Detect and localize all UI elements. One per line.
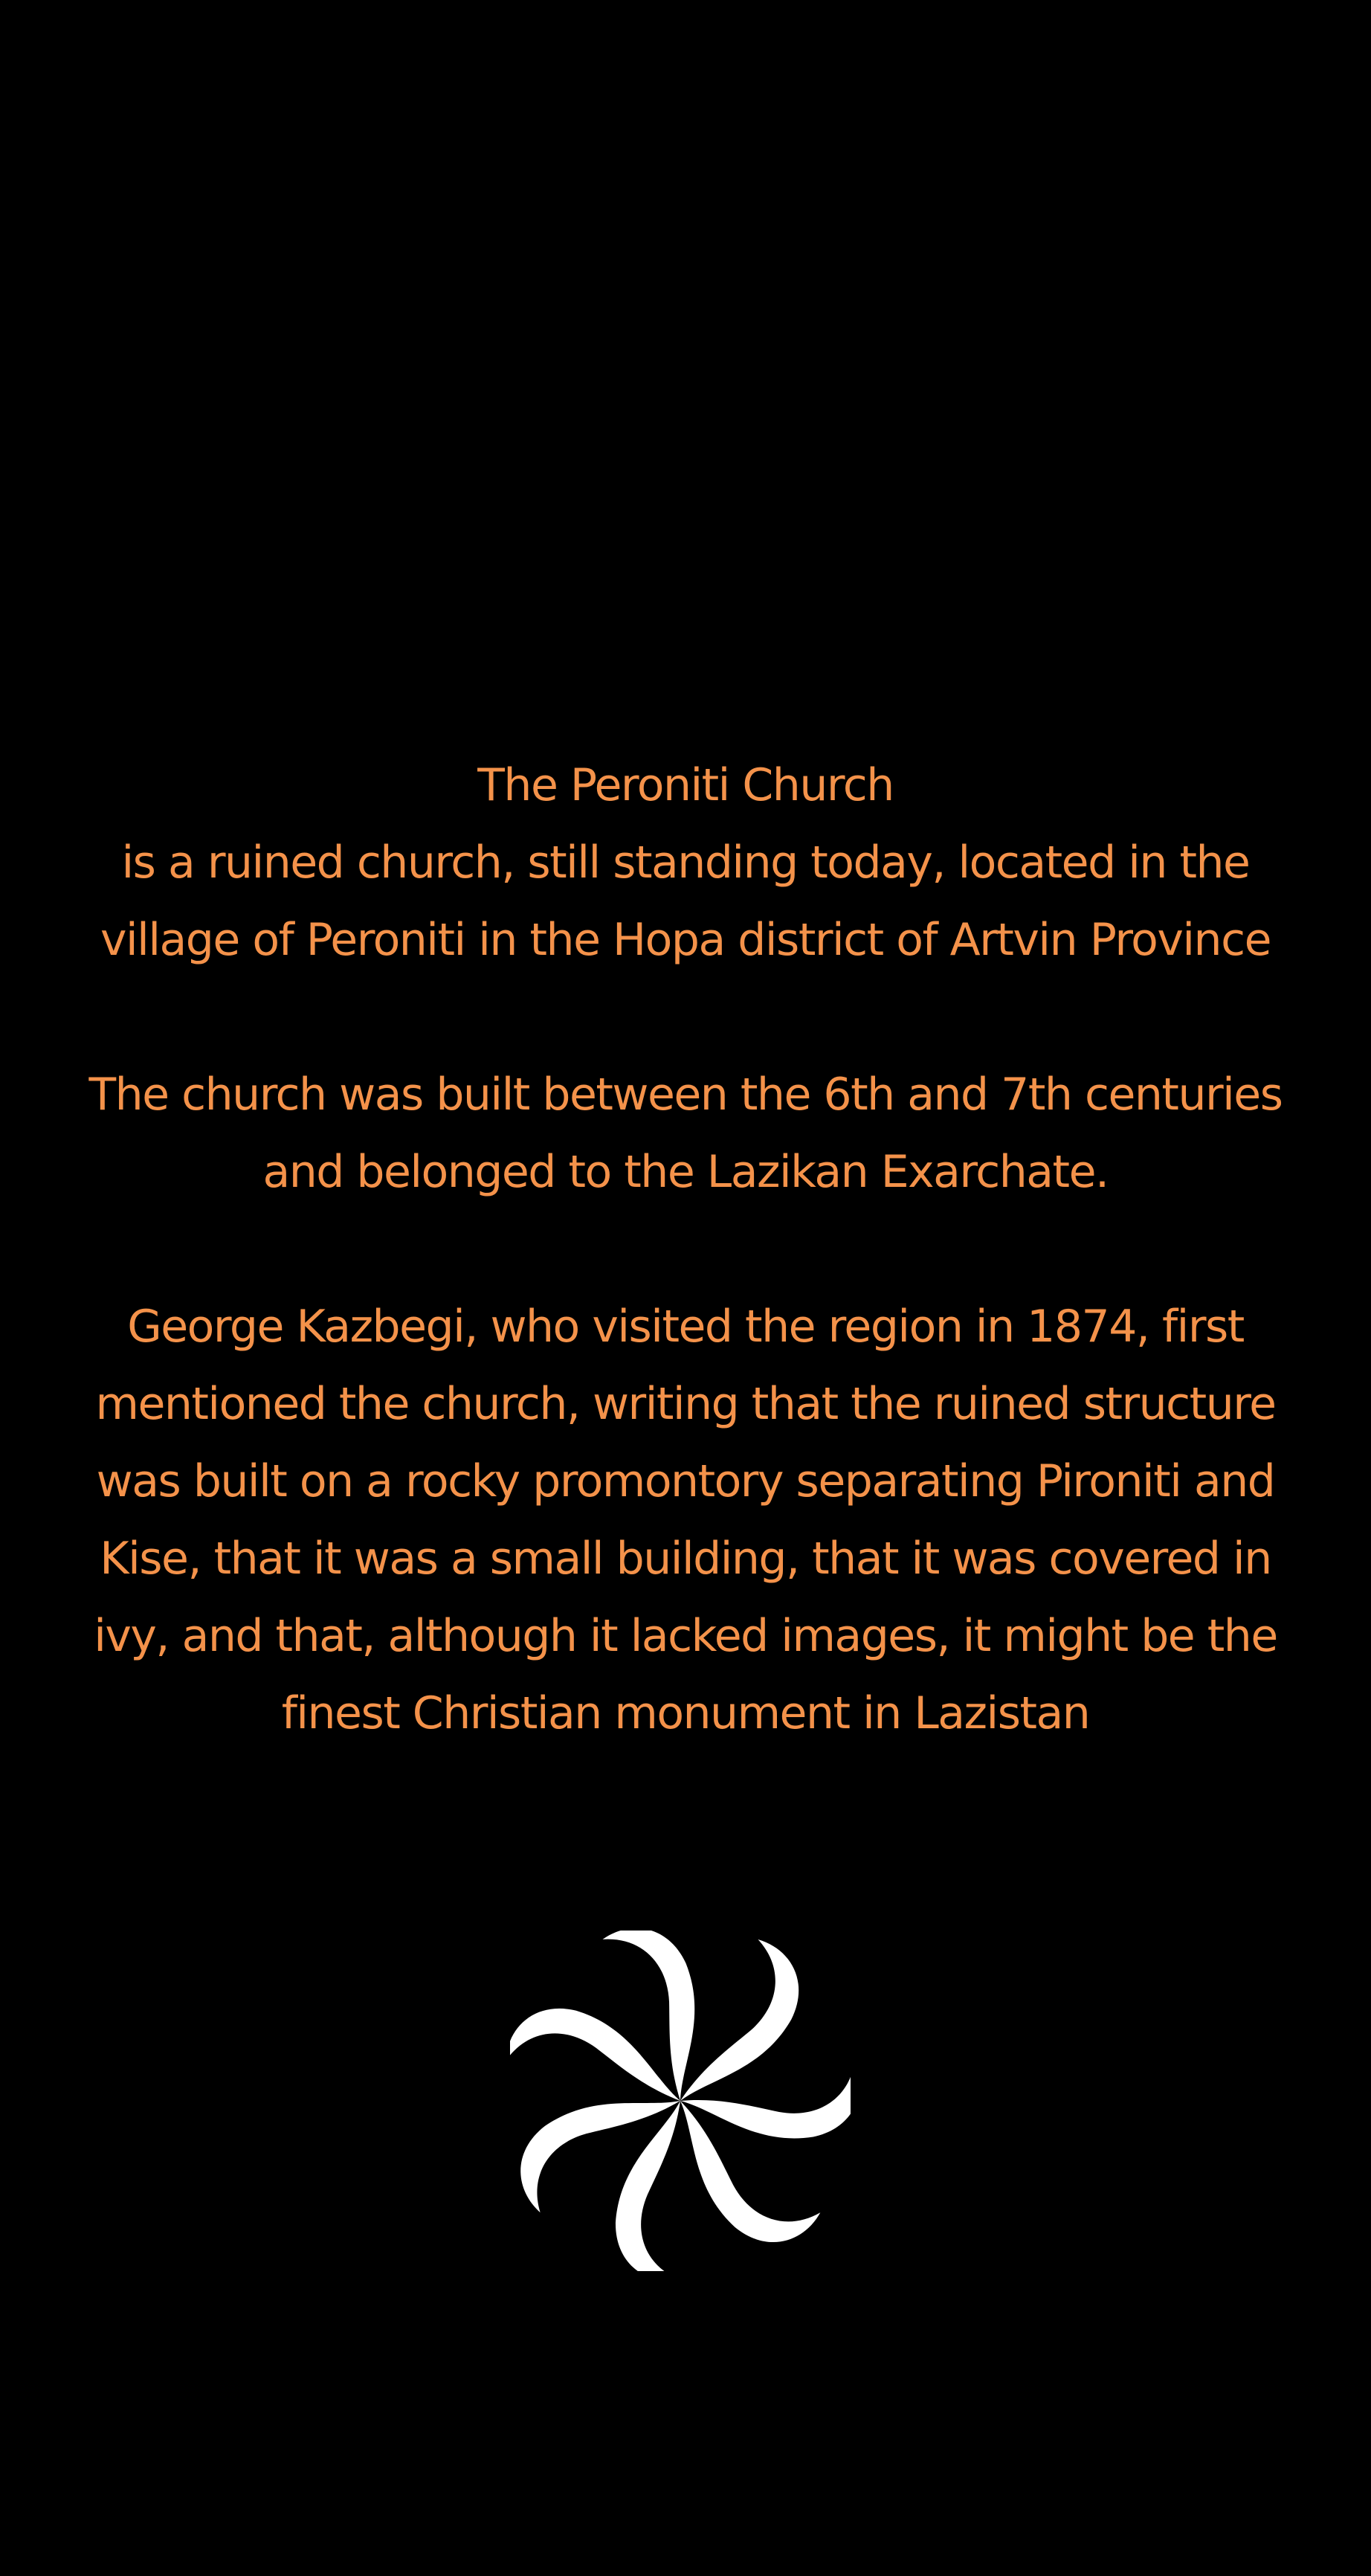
history-line-1: The church was built between the 6th and 7th centuries xyxy=(88,1069,1283,1121)
swirl-arm xyxy=(680,1939,799,2101)
paragraph-spacer xyxy=(0,1211,1371,1288)
page-title: The Peroniti Church xyxy=(477,759,894,811)
kazbegi-line-4: Kise, that it was a small building, that it was covered in xyxy=(100,1533,1271,1585)
paragraph-spacer xyxy=(0,979,1371,1056)
swirl-emblem-svg xyxy=(510,1931,851,2271)
history-line-2: and belonged to the Lazikan Exarchate. xyxy=(262,1146,1109,1198)
kazbegi-line-5: ivy, and that, although it lacked images, it might be the xyxy=(94,1610,1277,1662)
article-text xyxy=(0,747,1371,1752)
borjgali-swirl-icon xyxy=(510,1931,851,2271)
kazbegi-line-3: was built on a rocky promontory separating Pironiti and xyxy=(96,1455,1275,1507)
kazbegi-line-2: mentioned the church, writing that the ruined structure xyxy=(95,1378,1276,1430)
intro-line-1: is a ruined church, still standing today, located in the xyxy=(121,837,1250,889)
kazbegi-line-6: finest Christian monument in Lazistan xyxy=(281,1687,1090,1739)
kazbegi-line-1: George Kazbegi, who visited the region in 1874, first xyxy=(127,1301,1244,1353)
intro-line-2: village of Peroniti in the Hopa district of Artvin Province xyxy=(100,914,1271,966)
